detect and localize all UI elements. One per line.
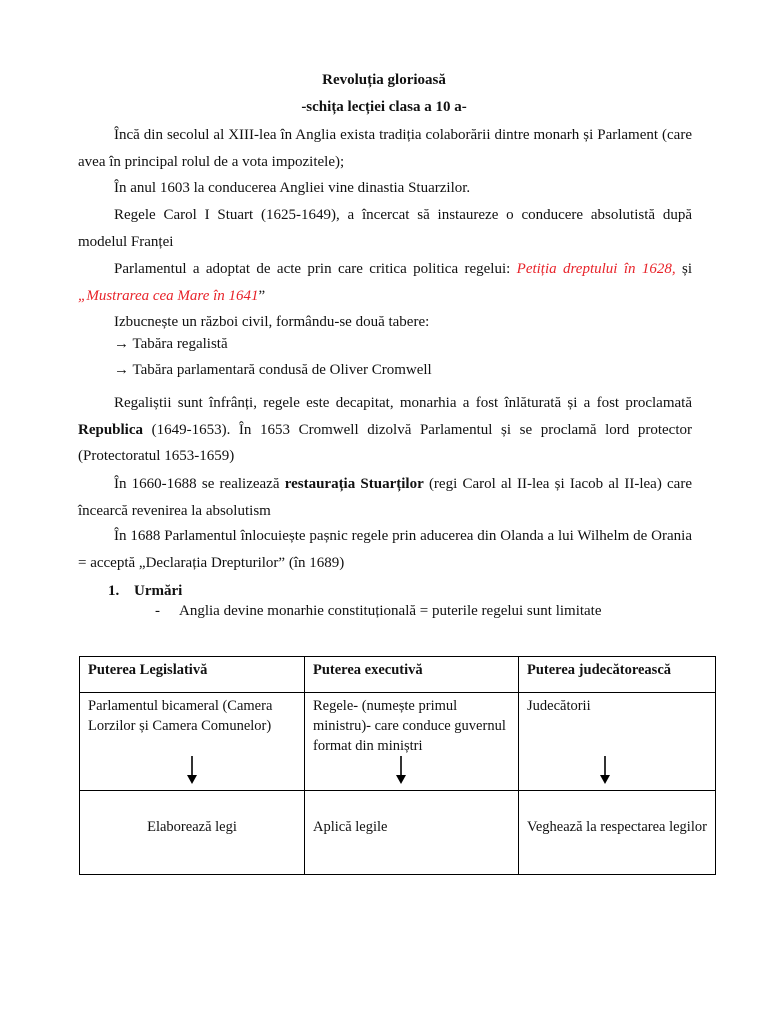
judicial-body-text: Judecătorii xyxy=(527,698,591,714)
paragraph-2: În anul 1603 la conducerea Angliei vine dinastia Stuarzilor. xyxy=(114,180,471,196)
paragraph-6 xyxy=(78,390,692,470)
executive-role-cell: Aplică legile xyxy=(305,791,519,875)
judicial-role-cell: Veghează la respectarea legilor xyxy=(519,791,716,875)
consequence-item xyxy=(155,603,602,620)
consequence-text: Anglia devine monarhie constituțională = puterile regelui sunt limitate xyxy=(179,603,602,619)
table-row xyxy=(80,693,716,791)
down-arrow-icon xyxy=(395,756,407,784)
executive-body-text: Regele- (numește primul ministru)- care conduce guvernul format din miniștri xyxy=(313,698,506,754)
page-title: Revoluția glorioasă xyxy=(322,72,446,88)
executive-body-cell xyxy=(305,693,519,791)
judicial-body-cell xyxy=(519,693,716,791)
page-subtitle: -schița lecției clasa a 10 a- xyxy=(301,99,467,115)
paragraph-4-text-b: și xyxy=(675,261,692,277)
paragraph-4-text-a: Parlamentul a adoptat de acte prin care critica politica regelui: xyxy=(114,261,517,277)
paragraph-4 xyxy=(78,256,692,309)
section-number: 1. xyxy=(108,583,120,599)
paragraph-7 xyxy=(78,471,692,524)
header-judicial: Puterea judecătorească xyxy=(519,657,716,693)
paragraph-4-text-c: ” xyxy=(258,287,266,304)
section-title: Urmări xyxy=(134,583,183,599)
paragraph-3: Regele Carol I Stuart (1625-1649), a încercat să instaureze o conducere absolutistă după modelul Franței xyxy=(78,207,692,250)
table-header-row xyxy=(80,657,716,693)
powers-table xyxy=(79,656,716,875)
paragraph-5: Izbucnește un război civil, formându-se două tabere: xyxy=(114,314,430,330)
parliamentary-camp-item: → Tabăra parlamentară condusă de Oliver Cromwell xyxy=(114,362,432,378)
header-legislative: Puterea Legislativă xyxy=(80,657,305,693)
legislative-role-cell: Elaborează legi xyxy=(80,791,305,875)
legislative-body-text: Parlamentul bicameral (Camera Lorzilor și Camera Comunelor) xyxy=(88,698,273,734)
paragraph-7-text-b: (regi Carol al II-lea și Iacob al II-lea) care încearcă revenirea la absolutism xyxy=(78,476,692,519)
paragraph-1: Încă din secolul al XIII-lea în Anglia exista tradiția colaborării dintre monarh și Parlament (care avea în principal rolul de a vota impozitele); xyxy=(78,127,692,170)
dash-bullet: - xyxy=(155,603,160,619)
paragraph-6-text-a: Regaliștii sunt înfrânți, regele este decapitat, monarhia a fost înlăturată și a fost proclamată xyxy=(114,395,692,411)
down-arrow-icon xyxy=(186,756,198,784)
paragraph-7-text-a: În 1660-1688 se realizează xyxy=(114,476,285,492)
petition-of-right-highlight: Petiția dreptului în 1628, xyxy=(516,261,676,277)
republic-bold: Republica xyxy=(78,421,144,438)
paragraph-6-text-b: (1649-1653). În 1653 Cromwell dizolvă Parlamentul și se proclamă lord protector (Protectoratul 1653-1659) xyxy=(78,421,692,464)
grand-remonstrance-highlight: „Mustrarea cea Mare în 1641 xyxy=(78,287,259,304)
legislative-body-cell xyxy=(80,693,305,791)
header-executive: Puterea executivă xyxy=(305,657,519,693)
down-arrow-icon xyxy=(599,756,611,784)
stuart-restoration-bold: restaurația Stuarților xyxy=(284,476,424,492)
section-heading xyxy=(108,583,182,600)
table-row xyxy=(80,791,716,875)
royalist-camp-item: → Tabăra regalistă xyxy=(114,336,228,352)
paragraph-8: În 1688 Parlamentul înlocuiește pașnic regele prin aducerea din Olanda a lui Wilhelm de Orania = acceptă „Declarația Drepturilor” (în 1689) xyxy=(78,528,692,571)
